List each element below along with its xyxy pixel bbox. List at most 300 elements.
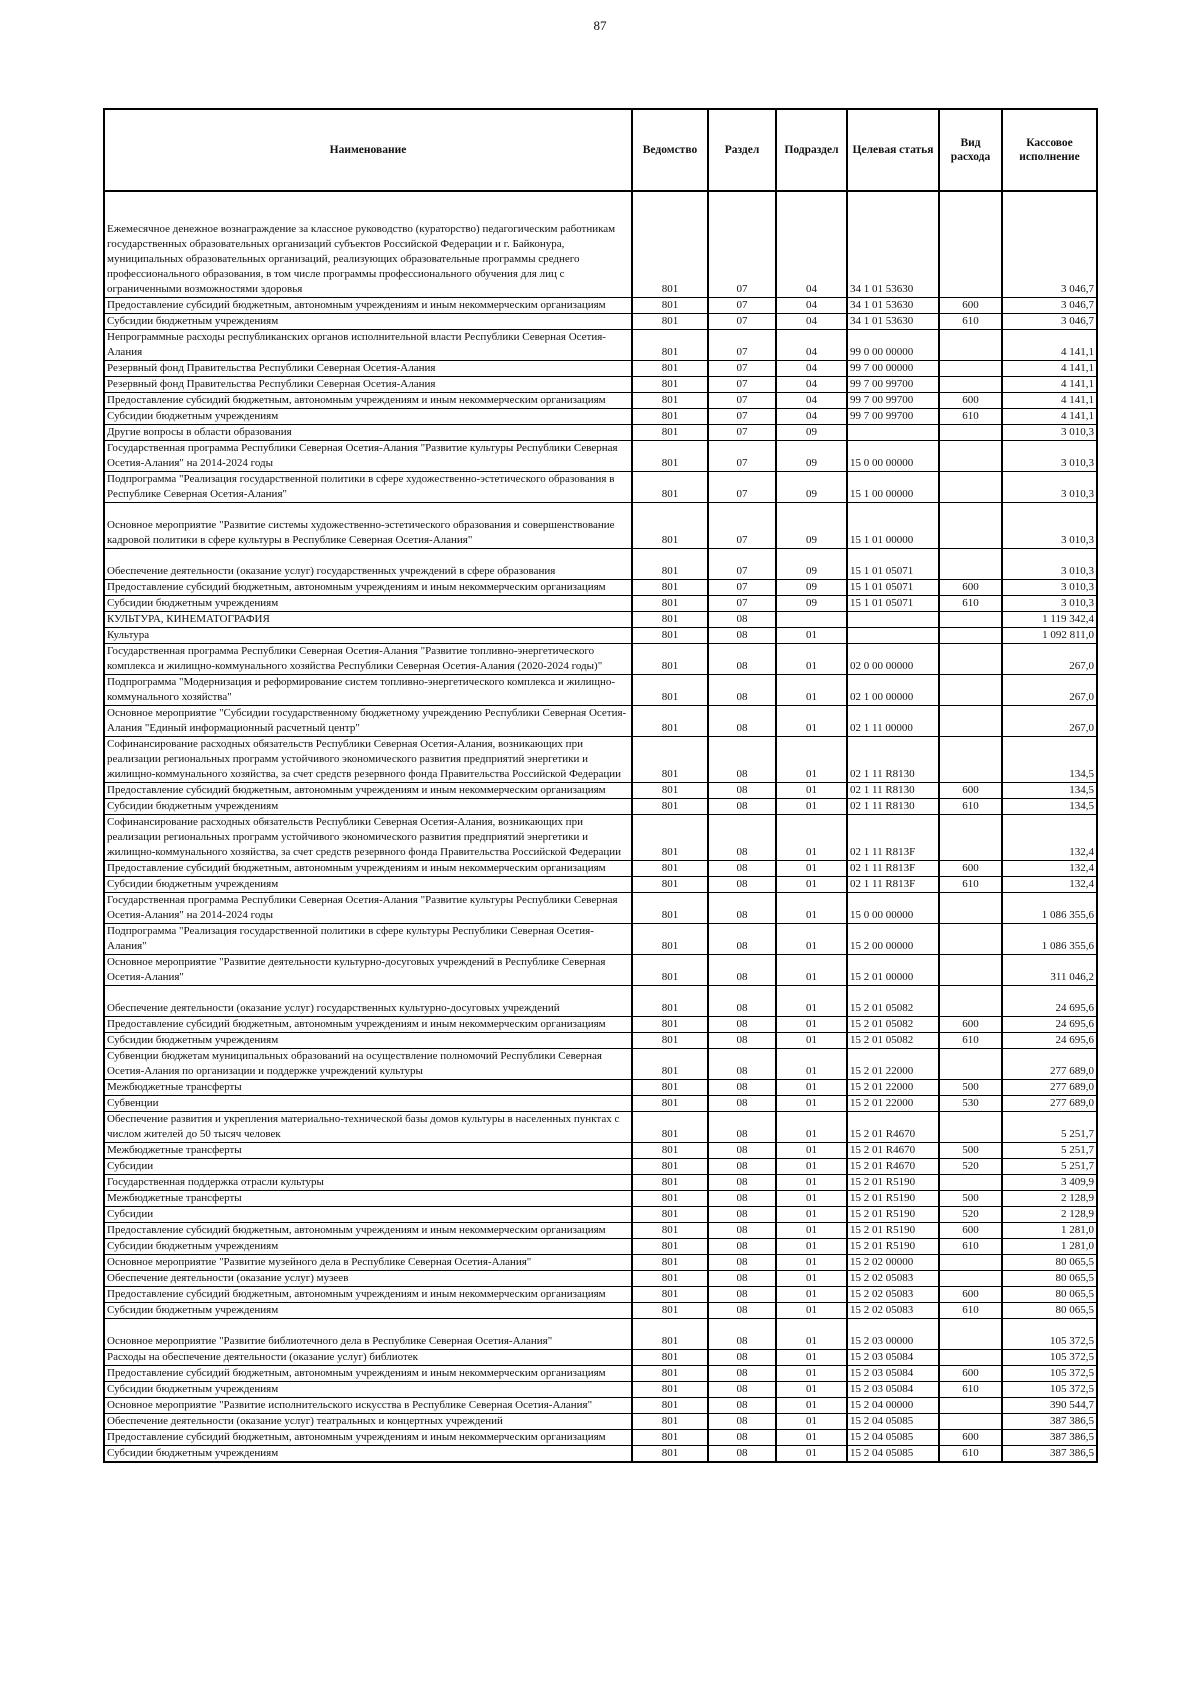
cell-department: 801: [632, 191, 708, 298]
cell-section: 07: [708, 330, 776, 361]
cell-name: КУЛЬТУРА, КИНЕМАТОГРАФИЯ: [104, 612, 632, 628]
table-row: [104, 377, 1097, 393]
cell-section: 08: [708, 1017, 776, 1033]
cell-department: 801: [632, 298, 708, 314]
cell-section: 08: [708, 1033, 776, 1049]
table-row: [104, 1382, 1097, 1398]
cell-target: 15 2 01 00000: [847, 955, 939, 986]
cell-target: 02 1 11 00000: [847, 706, 939, 737]
cell-department: 801: [632, 924, 708, 955]
cell-execution: 24 695,6: [1002, 1017, 1097, 1033]
cell-execution: 24 695,6: [1002, 1033, 1097, 1049]
cell-expense-type: 600: [939, 1017, 1002, 1033]
cell-subsection: 01: [776, 1287, 847, 1303]
table-row: [104, 330, 1097, 361]
cell-subsection: 09: [776, 580, 847, 596]
cell-target: 02 1 00 00000: [847, 675, 939, 706]
table-row: [104, 1430, 1097, 1446]
cell-expense-type: [939, 737, 1002, 783]
table-row: [104, 1366, 1097, 1382]
cell-subsection: 01: [776, 675, 847, 706]
cell-subsection: 01: [776, 955, 847, 986]
cell-department: 801: [632, 441, 708, 472]
cell-subsection: 04: [776, 330, 847, 361]
cell-department: 801: [632, 1159, 708, 1175]
cell-target: 15 0 00 00000: [847, 441, 939, 472]
cell-target: 15 2 02 05083: [847, 1303, 939, 1319]
cell-target: 15 2 01 R5190: [847, 1223, 939, 1239]
cell-name: Субсидии бюджетным учреждениям: [104, 596, 632, 612]
cell-target: 15 2 02 05083: [847, 1271, 939, 1287]
cell-target: 15 2 00 00000: [847, 924, 939, 955]
cell-department: 801: [632, 737, 708, 783]
cell-expense-type: [939, 377, 1002, 393]
cell-execution: 1 086 355,6: [1002, 924, 1097, 955]
cell-expense-type: [939, 191, 1002, 298]
cell-department: 801: [632, 1112, 708, 1143]
cell-target: 15 1 01 05071: [847, 596, 939, 612]
cell-section: 08: [708, 1191, 776, 1207]
cell-subsection: 04: [776, 409, 847, 425]
cell-expense-type: 600: [939, 580, 1002, 596]
cell-subsection: 04: [776, 314, 847, 330]
cell-name: Основное мероприятие "Развитие деятельности культурно-досуговых учреждений в Республике Северная Осетия-Алания": [104, 955, 632, 986]
cell-section: 08: [708, 955, 776, 986]
cell-section: 08: [708, 1175, 776, 1191]
table-row: [104, 783, 1097, 799]
cell-section: 07: [708, 298, 776, 314]
cell-execution: 3 010,3: [1002, 472, 1097, 503]
cell-execution: 3 010,3: [1002, 425, 1097, 441]
cell-expense-type: [939, 628, 1002, 644]
table-row: [104, 1175, 1097, 1191]
cell-section: 07: [708, 596, 776, 612]
cell-department: 801: [632, 799, 708, 815]
cell-name: Предоставление субсидий бюджетным, автономным учреждениям и иным некоммерческим организациям: [104, 1223, 632, 1239]
cell-department: 801: [632, 706, 708, 737]
cell-target: 15 2 04 05085: [847, 1414, 939, 1430]
cell-execution: 134,5: [1002, 737, 1097, 783]
cell-target: 02 1 11 R813F: [847, 815, 939, 861]
cell-name: Субсидии бюджетным учреждениям: [104, 877, 632, 893]
cell-department: 801: [632, 815, 708, 861]
cell-department: 801: [632, 1271, 708, 1287]
cell-expense-type: 610: [939, 799, 1002, 815]
cell-subsection: 09: [776, 596, 847, 612]
table-row: [104, 503, 1097, 549]
cell-name: Софинансирование расходных обязательств Республики Северная Осетия-Алания, возникающих при реализации региональных программ устойчивого экономического развития предприятий энергетики и жилищно-коммунального хозяйства, за счет средств резервного фонда Правительства Российской Федерации: [104, 737, 632, 783]
cell-target: 15 2 03 05084: [847, 1382, 939, 1398]
cell-department: 801: [632, 1382, 708, 1398]
cell-department: 801: [632, 675, 708, 706]
cell-name: Субсидии бюджетным учреждениям: [104, 799, 632, 815]
cell-execution: 1 281,0: [1002, 1223, 1097, 1239]
cell-section: 08: [708, 1080, 776, 1096]
cell-name: Подпрограмма "Реализация государственной политики в сфере культуры Республики Северная Осетия-Алания": [104, 924, 632, 955]
cell-section: 08: [708, 924, 776, 955]
table-body: [104, 191, 1097, 1462]
cell-execution: 4 141,1: [1002, 377, 1097, 393]
cell-expense-type: [939, 986, 1002, 1017]
cell-subsection: [776, 612, 847, 628]
cell-expense-type: 600: [939, 1287, 1002, 1303]
cell-section: 07: [708, 191, 776, 298]
table-row: [104, 877, 1097, 893]
table-row: [104, 861, 1097, 877]
cell-expense-type: [939, 425, 1002, 441]
cell-name: Субсидии бюджетным учреждениям: [104, 314, 632, 330]
cell-expense-type: 600: [939, 861, 1002, 877]
cell-section: 08: [708, 1255, 776, 1271]
cell-target: 99 7 00 99700: [847, 409, 939, 425]
cell-execution: 132,4: [1002, 877, 1097, 893]
cell-section: 08: [708, 1287, 776, 1303]
cell-department: 801: [632, 893, 708, 924]
cell-target: 15 2 03 00000: [847, 1319, 939, 1350]
header-subsection: Подраздел: [776, 109, 847, 191]
cell-target: 15 2 01 R4670: [847, 1112, 939, 1143]
cell-subsection: 01: [776, 1303, 847, 1319]
cell-target: 15 2 01 R5190: [847, 1239, 939, 1255]
cell-name: Софинансирование расходных обязательств Республики Северная Осетия-Алания, возникающих при реализации региональных программ устойчивого экономического развития предприятий энергетики и жилищно-коммунального хозяйства, за счет средств резервного фонда Правительства Российской Федерации: [104, 815, 632, 861]
table-row: [104, 955, 1097, 986]
cell-execution: 132,4: [1002, 861, 1097, 877]
cell-section: 07: [708, 472, 776, 503]
cell-target: 15 2 01 22000: [847, 1049, 939, 1080]
cell-target: 15 2 03 05084: [847, 1366, 939, 1382]
cell-target: 15 1 01 05071: [847, 580, 939, 596]
cell-subsection: 01: [776, 1430, 847, 1446]
table-row: [104, 1112, 1097, 1143]
cell-target: 15 2 02 00000: [847, 1255, 939, 1271]
table-row: [104, 1143, 1097, 1159]
cell-name: Субсидии бюджетным учреждениям: [104, 1033, 632, 1049]
cell-name: Предоставление субсидий бюджетным, автономным учреждениям и иным некоммерческим организациям: [104, 783, 632, 799]
cell-section: 08: [708, 1143, 776, 1159]
cell-department: 801: [632, 472, 708, 503]
table-row: [104, 815, 1097, 861]
cell-subsection: 01: [776, 1175, 847, 1191]
cell-section: 08: [708, 612, 776, 628]
cell-target: [847, 425, 939, 441]
table-row: [104, 706, 1097, 737]
cell-execution: 80 065,5: [1002, 1271, 1097, 1287]
cell-subsection: 01: [776, 1382, 847, 1398]
cell-name: Субсидии бюджетным учреждениям: [104, 409, 632, 425]
cell-execution: 390 544,7: [1002, 1398, 1097, 1414]
cell-expense-type: 610: [939, 877, 1002, 893]
cell-department: 801: [632, 1017, 708, 1033]
cell-department: 801: [632, 877, 708, 893]
cell-section: 08: [708, 706, 776, 737]
cell-execution: 3 010,3: [1002, 503, 1097, 549]
cell-name: Предоставление субсидий бюджетным, автономным учреждениям и иным некоммерческим организациям: [104, 861, 632, 877]
cell-name: Субвенции: [104, 1096, 632, 1112]
table-row: [104, 1096, 1097, 1112]
cell-execution: 387 386,5: [1002, 1414, 1097, 1430]
table-row: [104, 1049, 1097, 1080]
cell-target: 15 2 01 22000: [847, 1096, 939, 1112]
cell-name: Межбюджетные трансферты: [104, 1143, 632, 1159]
cell-subsection: 01: [776, 1414, 847, 1430]
cell-subsection: 01: [776, 737, 847, 783]
table-row: [104, 472, 1097, 503]
table-row: [104, 924, 1097, 955]
cell-department: 801: [632, 1255, 708, 1271]
cell-expense-type: [939, 706, 1002, 737]
cell-subsection: 01: [776, 1096, 847, 1112]
cell-section: 08: [708, 628, 776, 644]
cell-expense-type: 500: [939, 1191, 1002, 1207]
header-section: Раздел: [708, 109, 776, 191]
table-row: [104, 1191, 1097, 1207]
cell-expense-type: [939, 549, 1002, 580]
cell-name: Предоставление субсидий бюджетным, автономным учреждениям и иным некоммерческим организациям: [104, 580, 632, 596]
cell-department: 801: [632, 596, 708, 612]
cell-target: 02 0 00 00000: [847, 644, 939, 675]
table-row: [104, 628, 1097, 644]
cell-name: Предоставление субсидий бюджетным, автономным учреждениям и иным некоммерческим организациям: [104, 1430, 632, 1446]
cell-name: Межбюджетные трансферты: [104, 1191, 632, 1207]
cell-target: 15 2 04 00000: [847, 1398, 939, 1414]
cell-execution: 387 386,5: [1002, 1430, 1097, 1446]
cell-subsection: 01: [776, 815, 847, 861]
table-row: [104, 549, 1097, 580]
cell-department: 801: [632, 361, 708, 377]
cell-subsection: 01: [776, 877, 847, 893]
cell-name: Предоставление субсидий бюджетным, автономным учреждениям и иным некоммерческим организациям: [104, 1366, 632, 1382]
cell-target: 15 2 01 R5190: [847, 1175, 939, 1191]
cell-target: 02 1 11 R8130: [847, 783, 939, 799]
table-row: [104, 799, 1097, 815]
table-row: [104, 191, 1097, 298]
cell-department: 801: [632, 1446, 708, 1463]
cell-subsection: 09: [776, 472, 847, 503]
cell-execution: 1 119 342,4: [1002, 612, 1097, 628]
table-row: [104, 425, 1097, 441]
cell-target: 15 1 01 05071: [847, 549, 939, 580]
cell-subsection: 01: [776, 783, 847, 799]
table-row: [104, 314, 1097, 330]
cell-section: 07: [708, 549, 776, 580]
cell-name: Основное мероприятие "Развитие музейного дела в Республике Северная Осетия-Алания": [104, 1255, 632, 1271]
cell-department: 801: [632, 955, 708, 986]
cell-target: 15 2 01 R5190: [847, 1207, 939, 1223]
cell-target: 34 1 01 53630: [847, 314, 939, 330]
cell-name: Субсидии бюджетным учреждениям: [104, 1239, 632, 1255]
cell-execution: 134,5: [1002, 799, 1097, 815]
cell-subsection: 01: [776, 644, 847, 675]
cell-target: 99 7 00 99700: [847, 377, 939, 393]
cell-department: 801: [632, 1207, 708, 1223]
cell-name: Субсидии бюджетным учреждениям: [104, 1303, 632, 1319]
cell-execution: 3 409,9: [1002, 1175, 1097, 1191]
cell-subsection: 01: [776, 1112, 847, 1143]
cell-department: 801: [632, 1223, 708, 1239]
cell-section: 08: [708, 737, 776, 783]
cell-name: Субвенции бюджетам муниципальных образований на осуществление полномочий Республики Северная Осетия-Алания по организации и поддержке учреждений культуры: [104, 1049, 632, 1080]
cell-section: 08: [708, 986, 776, 1017]
cell-name: Непрограммные расходы республиканских органов исполнительной власти Республики Северная Осетия-Алания: [104, 330, 632, 361]
cell-subsection: 01: [776, 1191, 847, 1207]
cell-section: 07: [708, 409, 776, 425]
cell-section: 07: [708, 425, 776, 441]
cell-name: Резервный фонд Правительства Республики Северная Осетия-Алания: [104, 377, 632, 393]
cell-execution: 277 689,0: [1002, 1049, 1097, 1080]
cell-subsection: 04: [776, 393, 847, 409]
cell-name: Обеспечение деятельности (оказание услуг) государственных культурно-досуговых учреждений: [104, 986, 632, 1017]
cell-subsection: 01: [776, 706, 847, 737]
cell-expense-type: 520: [939, 1159, 1002, 1175]
cell-subsection: 09: [776, 503, 847, 549]
cell-expense-type: [939, 472, 1002, 503]
cell-name: Субсидии бюджетным учреждениям: [104, 1446, 632, 1463]
cell-subsection: 09: [776, 441, 847, 472]
cell-execution: 80 065,5: [1002, 1255, 1097, 1271]
cell-expense-type: 610: [939, 1239, 1002, 1255]
cell-name: Обеспечение деятельности (оказание услуг) музеев: [104, 1271, 632, 1287]
table-row: [104, 1319, 1097, 1350]
table-row: [104, 1398, 1097, 1414]
cell-subsection: 01: [776, 1159, 847, 1175]
cell-section: 08: [708, 1319, 776, 1350]
cell-section: 08: [708, 1223, 776, 1239]
cell-name: Подпрограмма "Модернизация и реформирование систем топливно-энергетического комплекса и жилищно-коммунального хозяйства": [104, 675, 632, 706]
cell-execution: 267,0: [1002, 644, 1097, 675]
cell-department: 801: [632, 1303, 708, 1319]
cell-section: 08: [708, 1303, 776, 1319]
cell-department: 801: [632, 377, 708, 393]
cell-target: 34 1 01 53630: [847, 191, 939, 298]
cell-execution: 277 689,0: [1002, 1096, 1097, 1112]
table-row: [104, 580, 1097, 596]
cell-execution: 3 010,3: [1002, 580, 1097, 596]
cell-subsection: 01: [776, 1255, 847, 1271]
table-row: [104, 1271, 1097, 1287]
cell-section: 07: [708, 361, 776, 377]
cell-section: 08: [708, 783, 776, 799]
cell-department: 801: [632, 1033, 708, 1049]
cell-target: 15 2 01 05082: [847, 1017, 939, 1033]
cell-department: 801: [632, 1191, 708, 1207]
cell-execution: 3 010,3: [1002, 549, 1097, 580]
cell-section: 08: [708, 877, 776, 893]
cell-name: Подпрограмма "Реализация государственной политики в сфере художественно-эстетического образования в Республике Северная Осетия-Алания": [104, 472, 632, 503]
cell-subsection: 01: [776, 1319, 847, 1350]
table-row: [104, 1207, 1097, 1223]
cell-expense-type: 530: [939, 1096, 1002, 1112]
cell-name: Государственная поддержка отрасли культуры: [104, 1175, 632, 1191]
table-row: [104, 409, 1097, 425]
table-row: [104, 644, 1097, 675]
cell-execution: 134,5: [1002, 783, 1097, 799]
cell-section: 07: [708, 393, 776, 409]
cell-target: [847, 628, 939, 644]
cell-expense-type: 600: [939, 1366, 1002, 1382]
cell-execution: 5 251,7: [1002, 1112, 1097, 1143]
cell-execution: 105 372,5: [1002, 1350, 1097, 1366]
cell-subsection: 01: [776, 1239, 847, 1255]
cell-section: 08: [708, 861, 776, 877]
table-row: [104, 1159, 1097, 1175]
cell-name: Основное мероприятие "Субсидии государственному бюджетному учреждению Республики Северная Осетия-Алания "Единый информационный расчетный центр": [104, 706, 632, 737]
cell-department: 801: [632, 1287, 708, 1303]
cell-target: 15 2 01 05082: [847, 986, 939, 1017]
table-row: [104, 441, 1097, 472]
cell-name: Резервный фонд Правительства Республики Северная Осетия-Алания: [104, 361, 632, 377]
cell-expense-type: 610: [939, 314, 1002, 330]
cell-execution: 3 010,3: [1002, 596, 1097, 612]
table-row: [104, 1446, 1097, 1463]
cell-execution: 80 065,5: [1002, 1287, 1097, 1303]
header-target: Целевая статья: [847, 109, 939, 191]
cell-expense-type: [939, 1414, 1002, 1430]
cell-execution: 5 251,7: [1002, 1143, 1097, 1159]
cell-section: 08: [708, 1398, 776, 1414]
cell-expense-type: 610: [939, 1033, 1002, 1049]
cell-name: Предоставление субсидий бюджетным, автономным учреждениям и иным некоммерческим организациям: [104, 298, 632, 314]
cell-name: Межбюджетные трансферты: [104, 1080, 632, 1096]
cell-subsection: 01: [776, 924, 847, 955]
cell-department: 801: [632, 1143, 708, 1159]
cell-expense-type: 600: [939, 298, 1002, 314]
cell-section: 08: [708, 1112, 776, 1143]
cell-execution: 105 372,5: [1002, 1366, 1097, 1382]
cell-name: Основное мероприятие "Развитие исполнительского искусства в Республике Северная Осетия-Алания": [104, 1398, 632, 1414]
cell-subsection: 01: [776, 628, 847, 644]
cell-target: 99 7 00 00000: [847, 361, 939, 377]
cell-department: 801: [632, 1366, 708, 1382]
cell-section: 07: [708, 314, 776, 330]
page-number: 87: [593, 18, 607, 33]
cell-expense-type: 520: [939, 1207, 1002, 1223]
cell-subsection: 01: [776, 799, 847, 815]
cell-subsection: 04: [776, 377, 847, 393]
cell-name: Государственная программа Республики Северная Осетия-Алания "Развитие топливно-энергетического комплекса и жилищно-коммунального хозяйства Республики Северная Осетия-Алания (2020-2024 годы)": [104, 644, 632, 675]
cell-department: 801: [632, 1398, 708, 1414]
cell-department: 801: [632, 986, 708, 1017]
cell-department: 801: [632, 1414, 708, 1430]
cell-target: 15 2 04 05085: [847, 1430, 939, 1446]
cell-department: 801: [632, 644, 708, 675]
header-name: Наименование: [104, 109, 632, 191]
cell-execution: 4 141,1: [1002, 361, 1097, 377]
table-row: [104, 1033, 1097, 1049]
cell-subsection: 01: [776, 1350, 847, 1366]
cell-department: 801: [632, 549, 708, 580]
cell-expense-type: 610: [939, 1446, 1002, 1463]
cell-subsection: 01: [776, 1366, 847, 1382]
cell-subsection: 01: [776, 1080, 847, 1096]
cell-section: 08: [708, 1414, 776, 1430]
budget-table: [103, 108, 1098, 1463]
cell-expense-type: 610: [939, 1303, 1002, 1319]
cell-name: Предоставление субсидий бюджетным, автономным учреждениям и иным некоммерческим организациям: [104, 1017, 632, 1033]
cell-target: [847, 612, 939, 628]
cell-execution: 277 689,0: [1002, 1080, 1097, 1096]
cell-section: 08: [708, 1049, 776, 1080]
cell-department: 801: [632, 330, 708, 361]
cell-department: 801: [632, 628, 708, 644]
table-row: [104, 298, 1097, 314]
cell-section: 07: [708, 580, 776, 596]
cell-expense-type: [939, 361, 1002, 377]
cell-subsection: 01: [776, 1017, 847, 1033]
table-row: [104, 675, 1097, 706]
cell-expense-type: [939, 644, 1002, 675]
cell-department: 801: [632, 1096, 708, 1112]
cell-section: 08: [708, 1382, 776, 1398]
